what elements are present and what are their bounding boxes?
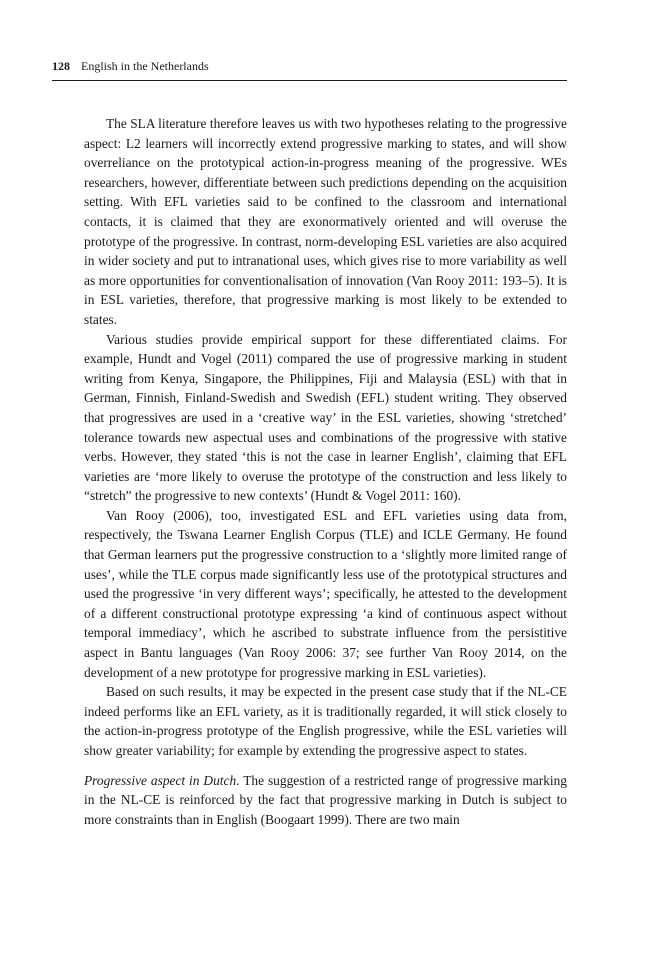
paragraph-van-rooy: Van Rooy (2006), too, investigated ESL and EFL varieties using data from, respectively, the Tswana Learner English Corpus (TLE) and ICLE Germany. He found that German learners put the progressive construction to a ‘slightly more limited range of uses’, while the TLE corpus made significantly less use of the prototypical structures and used the progressive ‘in very different ways’; specifically, he attested to the development of a different constructional prototype expressing ‘a kind of continuous aspect without temporal immediacy’, which he ascribed to substrate influence from the persistitive aspect in Bantu languages (Van Rooy 2006: 37; see further Van Rooy 2014, on the development of a new prototype for progressive marking in ESL varieties).	[84, 507, 567, 680]
page-number: 128	[52, 59, 70, 73]
paragraph-sla-hypotheses: The SLA literature therefore leaves us with two hypotheses relating to the progressive aspect: L2 learners will incorrectly extend progressive marking to states, and will show overreliance on the prototypical action-in-progress meaning of the progressive. WEs researchers, however, differentiate between such predictions depending on the acquisition setting. With EFL varieties said to be confined to the classroom and international contacts, it is claimed that they are exonormatively oriented and will overuse the prototype of the progressive. In contrast, norm-developing ESL varieties are also acquired in wider society and put to intranational uses, which gives rise to more variability as well as more opportunities for conventionalisation of innovation (Van Rooy 2011: 193–5). It is in ESL varieties, therefore, that progressive marking is most likely to be extended to states.	[84, 116, 567, 327]
body-text	[84, 114, 567, 829]
running-title: English in the Netherlands	[81, 59, 209, 73]
section-progressive-dutch	[84, 771, 567, 830]
paragraph-empirical-studies: Various studies provide empirical support for these differentiated claims. For example, Hundt and Vogel (2011) compared the use of progressive marking in student writing from Kenya, Singapore, the Philippines, Fiji and Malaysia (ESL) with that in German, Finnish, Finland-Swedish and Swedish (EFL) student writing. They observed that progressives are used in a ‘creative way’ in the ESL varieties, showing ‘stretched’ tolerance towards new aspectual uses and combinations of the progressive with stative verbs. However, they stated ‘this is not the case in learner English’, claiming that EFL varieties are ‘more likely to overuse the prototype of the construction and less likely to “stretch” the progressive to new contexts’ (Hundt & Vogel 2011: 160).	[84, 331, 567, 504]
paragraph-expectations: Based on such results, it may be expected in the present case study that if the NL-CE indeed performs like an EFL variety, as it is traditionally regarded, it will stick closely to the action-in-progress prototype of the English progressive, while the ESL varieties will show greater variability; for example by extending the progressive aspect to states.	[84, 684, 567, 758]
section-heading: Progressive aspect in Dutch	[84, 772, 237, 788]
section-text: . The suggestion of a restricted range of progressive marking in the NL-CE is reinforced by the fact that progressive marking in Dutch is subject to more constraints than in English (Boogaart 1999). There are two main	[84, 772, 567, 827]
running-head	[52, 58, 567, 81]
